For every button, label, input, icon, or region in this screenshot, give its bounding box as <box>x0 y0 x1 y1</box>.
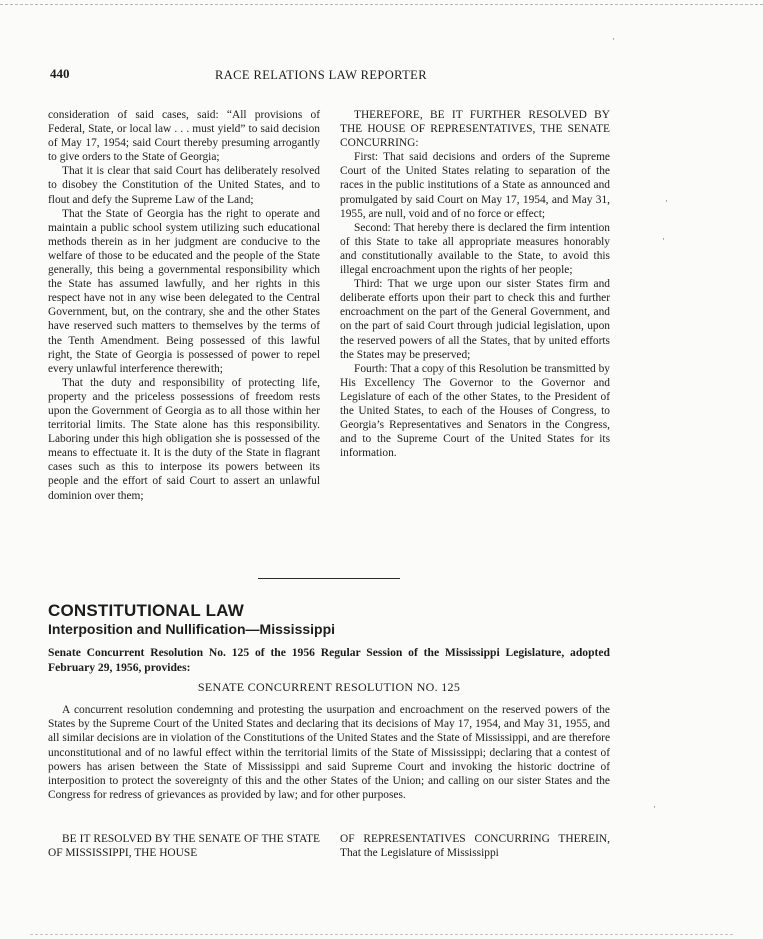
bottom-left-paragraph: BE IT RESOLVED BY THE SENATE OF THE STATE OF MISSISSIPPI, THE HOUSE <box>48 833 320 860</box>
page-number: 440 <box>50 66 70 81</box>
right-paragraph: Third: That we urge upon our sister States firm and deliberate efforts upon their part to check this and further encroachment on the part of the General Government, and on the part of said Court through judicial legislation, upon the reserved powers of all the States, that by united efforts the States may be preserved; <box>340 278 610 361</box>
top-scan-rule <box>0 4 763 5</box>
left-paragraph: That the State of Georgia has the right to operate and maintain a public school system utilizing such educational methods therein as in her judgment are conducive to the welfare of those to be educated and the people of the State generally, this being a governmental responsibility which the State has assumed lawfully, and her rights in this respect have not in any wise been delegated to the Central Government, but, on the contrary, she and the other States have reserved such matters to themselves by the terms of the Tenth Amendment. Being possessed of this lawful right, the State of Georgia is possessed of power to repel every unlawful interference therewith; <box>48 207 320 375</box>
right-paragraph: THEREFORE, BE IT FURTHER RESOLVED BY THE HOUSE OF REPRESENTATIVES, THE SENATE CONCURRING: <box>340 109 610 150</box>
resolution-body: A concurrent resolution condemning and protesting the usurpation and encroachment on the reserved powers of the States by the Supreme Court of the United States and declaring that its decisions of May 17, 1954, and May 31, 1955, and all similar decisions are in violation of the Constitutions of the United States and the State of Mississippi, and are therefore unconstitutional and of no lawful effect within the territorial limits of the State of Mississippi; declaring that a contest of powers has arisen between the State of Mississippi and said Supreme Court and invoking the historic doctrine of interposition to protect the sovereignty of this and the other States of the Union; and calling on our sister States and the Congress for redress of grievances as provided by law; and for other purposes. <box>48 704 610 802</box>
left-paragraph: consideration of said cases, said: “All provisions of Federal, State, or local law . . . must yield” to said decision of May 17, 1954; said Court thereby presuming arrogantly to give orders to the State of Georgia; <box>48 109 320 164</box>
scan-speck: · <box>665 196 668 206</box>
resolution-heading: SENATE CONCURRENT RESOLUTION NO. 125 <box>197 680 461 694</box>
running-head: RACE RELATIONS LAW REPORTER <box>215 68 427 82</box>
scan-speck: · <box>653 802 656 812</box>
bottom-right-paragraph: OF REPRESENTATIVES CONCURRING THEREIN, That the Legislature of Mississippi <box>340 833 610 860</box>
right-column <box>340 108 610 460</box>
section-title: CONSTITUTIONAL LAW <box>48 601 244 620</box>
left-column <box>48 108 320 503</box>
intro-paragraph: Senate Concurrent Resolution No. 125 of the 1956 Regular Session of the Mississippi Legislature, adopted February 29, 1956, provides: <box>48 646 610 674</box>
left-paragraph: That the duty and responsibility of protecting life, property and the priceless possessions of freedom rests upon the Government of Georgia as to all those within her territorial limits. The State alone has this responsibility. Laboring under this high obligation she is possessed of the means to effectuate it. It is the duty of the State in flagrant cases such as this to interpose its powers between its people and the effort of said Court to assert an unlawful dominion over them; <box>48 376 320 502</box>
right-paragraph: Second: That hereby there is declared the firm intention of this State to take all appropriate measures honorably and constitutionally available to the State, to avoid this illegal encroachment upon the rights of her people; <box>340 221 610 277</box>
left-paragraph: That it is clear that said Court has deliberately resolved to disobey the Constitution of the United States, and to flout and defy the Supreme Law of the Land; <box>48 165 320 206</box>
bottom-scan-rule <box>30 934 733 935</box>
section-divider <box>258 578 400 579</box>
scan-speck: · <box>612 34 615 44</box>
right-paragraph: Fourth: That a copy of this Resolution be transmitted by His Excellency The Governor to the Governor and Legislature of each of the other States, to the President of the United States, to each of the Houses of Congress, to Georgia’s Representatives and Senators in the Congress, and to the Supreme Court of the United States for its information. <box>340 362 610 460</box>
right-paragraph: First: That said decisions and orders of the Supreme Court of the United States relating to separation of the races in the public institutions of a State as announced and promulgated by said Court on May 17, 1954, and May 31, 1955, are null, void and of no force or effect; <box>340 151 610 220</box>
section-subtitle: Interposition and Nullification—Mississippi <box>48 621 336 637</box>
scan-speck: · <box>662 234 665 244</box>
